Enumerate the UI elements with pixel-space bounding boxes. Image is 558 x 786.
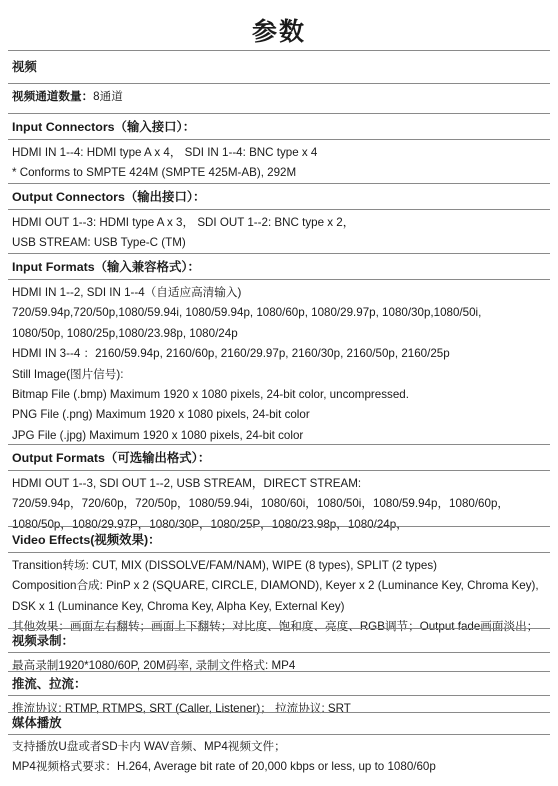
text-line: 1080/50p, 1080/25p,1080/23.98p, 1080/24p	[12, 326, 238, 340]
section-video-effects	[8, 526, 550, 638]
section-input-formats	[8, 253, 550, 446]
divider	[8, 209, 550, 210]
divider	[8, 552, 550, 553]
divider	[8, 695, 550, 696]
divider	[8, 113, 550, 114]
divider	[8, 50, 550, 51]
section-heading-recording: 视频录制：	[12, 634, 74, 648]
text-line: Composition合成: PinP x 2 (SQUARE, CIRCLE, DIAMOND), Keyer x 2 (Luminance Key, Chroma Key),	[12, 579, 539, 593]
text-line: DSK x 1 (Luminance Key, Chroma Key, Alpha Key, External Key)	[12, 599, 345, 613]
text-line: HDMI IN 1--2, SDI IN 1--4（自适应高清输入)	[12, 286, 242, 299]
text-line: 其他效果：画面左右翻转；画面上下翻转；对比度、饱和度、亮度、RGB调节；Output fade画面淡出；	[12, 620, 539, 634]
text-line: JPG File (.jpg) Maximum 1920 x 1080 pixels, 24-bit color	[12, 428, 304, 442]
section-video	[8, 50, 550, 107]
text-line: USB STREAM: USB Type-C (TM)	[12, 236, 186, 250]
text-line: 最高录制1920*1080/60P, 20M码率, 录制文件格式: MP4	[12, 659, 296, 672]
channel-count-row	[8, 87, 550, 107]
divider	[8, 470, 550, 471]
text-line: Bitmap File (.bmp) Maximum 1920 x 1080 pixels, 24-bit color, uncompressed.	[12, 388, 409, 402]
section-recording	[8, 628, 550, 676]
divider	[8, 279, 550, 280]
section-heading-video: 视频	[12, 60, 37, 74]
text-line: PNG File (.png) Maximum 1920 x 1080 pixels, 24-bit color	[12, 408, 310, 422]
text-line: Transition转场: CUT, MIX (DISSOLVE/FAM/NAM), WIPE (8 types), SPLIT (2 types)	[12, 559, 437, 572]
divider	[8, 671, 550, 672]
section-heading-streaming: 推流、拉流：	[12, 677, 87, 691]
divider	[8, 139, 550, 140]
section-heading-input-formats: Input Formats（输入兼容格式）：	[12, 260, 200, 274]
section-heading-output-formats: Output Formats（可选输出格式）：	[12, 451, 211, 465]
divider	[8, 183, 550, 184]
text-line: 720/59.94p，720/60p，720/50p，1080/59.94i，1080/60i，1080/50i，1080/59.94p，1080/60p，	[12, 497, 509, 511]
divider	[8, 526, 550, 527]
section-output-connectors	[8, 183, 550, 254]
text-line: * Conforms to SMPTE 424M (SMPTE 425M-AB), 292M	[12, 166, 297, 180]
section-output-formats	[8, 444, 550, 535]
divider	[8, 253, 550, 254]
section-heading-input-connectors: Input Connectors（输入接口）：	[12, 120, 196, 134]
text-line: Still Image(图片信号):	[12, 367, 124, 381]
text-line: HDMI OUT 1--3: HDMI type A x 3， SDI OUT 1--2: BNC type x 2，	[12, 216, 355, 229]
page-title: 参数	[251, 18, 306, 46]
section-heading-media-playback: 媒体播放	[12, 716, 62, 730]
text-line: MP4视频格式要求：H.264, Average bit rate of 20,000 kbps or less, up to 1080/60p	[12, 760, 436, 774]
divider	[8, 83, 550, 84]
section-heading-video-effects: Video Effects(视频效果)：	[12, 533, 161, 547]
text-line: HDMI IN 1--4: HDMI type A x 4， SDI IN 1--4: BNC type x 4	[12, 146, 318, 159]
section-media-playback	[8, 712, 550, 778]
text-line: 720/59.94p,720/50p,1080/59.94i, 1080/59.94p, 1080/60p, 1080/29.97p, 1080/30p,1080/50i,	[12, 306, 482, 320]
text-line: HDMI OUT 1--3, SDI OUT 1--2, USB STREAM，DIRECT STREAM:	[12, 477, 362, 490]
channel-count-value: 8通道	[93, 90, 123, 103]
text-line: 支持播放U盘或者SD卡内 WAV音频、MP4视频文件；	[12, 740, 286, 753]
text-line: 1080/50p，1080/29.97P，1080/30P，1080/25P，1080/23.98p，1080/24p，	[12, 517, 408, 531]
section-heading-output-connectors: Output Connectors（输出接口）：	[12, 190, 206, 204]
divider	[8, 652, 550, 653]
divider	[8, 444, 550, 445]
text-line: 推流协议: RTMP, RTMPS, SRT (Caller, Listener)； 拉流协议: SRT	[12, 702, 351, 715]
text-line: HDMI IN 3--4 ：2160/59.94p, 2160/60p, 2160/29.97p, 2160/30p, 2160/50p, 2160/25p	[12, 347, 450, 361]
divider	[8, 628, 550, 629]
divider	[8, 734, 550, 735]
channel-count-label: 视频通道数量：	[12, 90, 94, 103]
section-input-connectors	[8, 113, 550, 184]
